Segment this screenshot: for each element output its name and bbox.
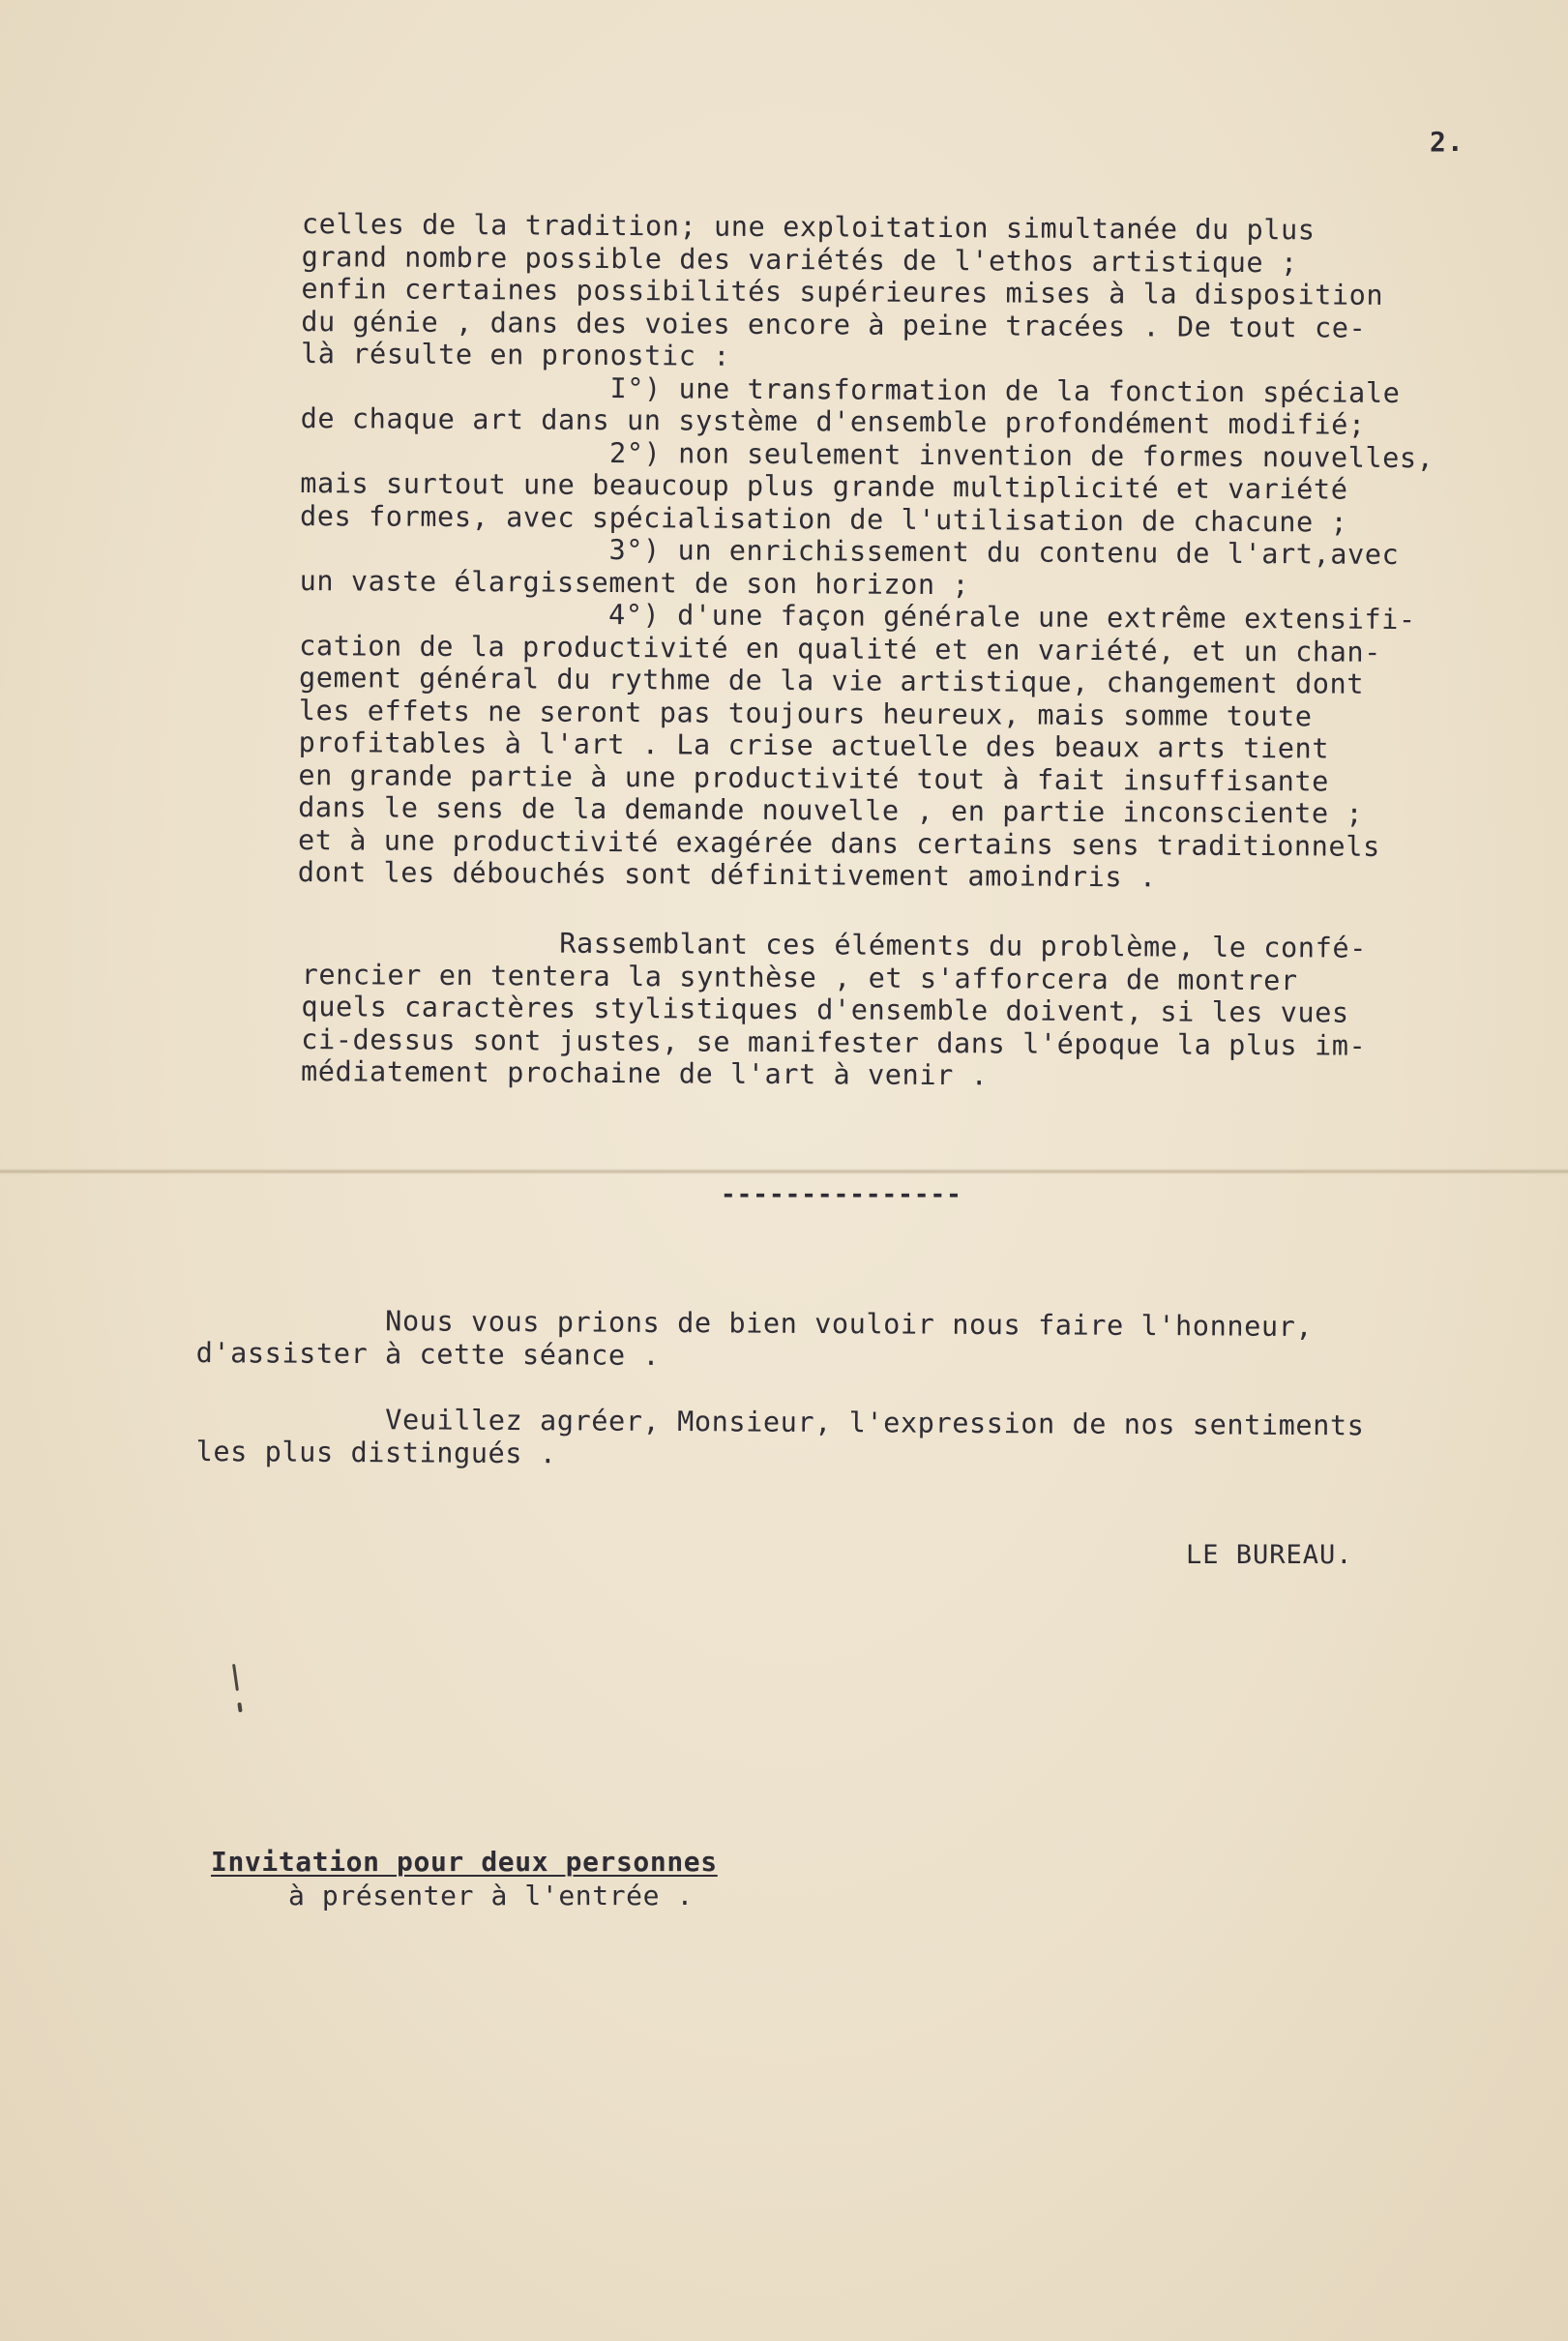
signature-le-bureau: LE BUREAU.: [1186, 1540, 1353, 1570]
section-divider: ---------------: [721, 1180, 962, 1209]
invitation-note: [211, 1846, 718, 1911]
page-number: 2.: [1430, 126, 1464, 158]
body-paragraph-list: celles de la tradition; une exploitation simultanée du plus grand nombre possible des variétés de l'ethos artistique ; enfin certaines possibilités supérieures mises à la disposition du génie , dans des voies encore à peine tracées . De tout ce- là résulte en pronostic : I°) une transformation de la fonction spéciale de chaque art dans un système d'ensemble profondément modifié; 2°) non seulement invention de formes nouvelles, mais surtout une beaucoup plus grande multiplicité et variété des formes, avec spécialisation de l'utilisation de chacune ; 3°) un enrichissement du contenu de l'art,avec un vaste élargissement de son horizon ; 4°) d'une façon générale une extrême extensifi- cation de la productivité en qualité et en variété, et un chan- gement général du rythme de la vie artistique, changement dont les effets ne seront pas toujours heureux, mais somme toute profitables à l'art . La crise actuelle des beaux arts tient en grande partie à une productivité tout à fait insuffisante dans le sens de la demande nouvelle , en partie inconsciente ; et à une productivité exagérée dans certains sens traditionnels dont les débouchés sont définitivement amoindris .: [297, 208, 1435, 894]
ink-mark: [232, 1664, 239, 1691]
closing-salutation-paragraph: Veuillez agréer, Monsieur, l'expression de nos sentiments les plus distingués .: [195, 1403, 1365, 1469]
paper-fold-line: [0, 1169, 1568, 1174]
invitation-request-paragraph: Nous vous prions de bien vouloir nous faire l'honneur, d'assister à cette séance .: [195, 1304, 1314, 1372]
invitation-title: Invitation pour deux personnes: [211, 1846, 718, 1878]
ink-mark: [237, 1703, 242, 1712]
body-paragraph-synthesis: Rassemblant ces éléments du problème, le confé- rencier en tentera la synthèse , et s'afforcera de montrer quels caractères stylistiques d'ensemble doivent, si les vues ci-dessus sont justes, se manifester dans l'époque la plus im- médiatement prochaine de l'art à venir .: [300, 926, 1368, 1092]
invitation-subtitle: à présenter à l'entrée .: [288, 1880, 694, 1911]
